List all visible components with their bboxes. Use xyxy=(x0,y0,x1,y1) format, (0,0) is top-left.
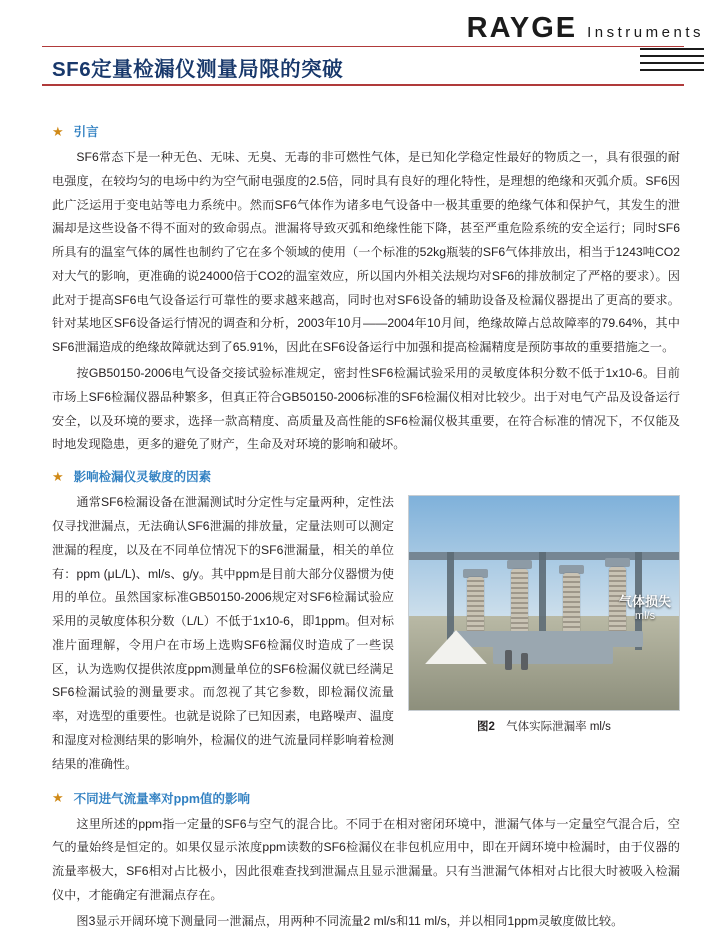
paragraph-flowrate-1: 这里所述的ppm指一定量的SF6与空气的混合比。不同于在相对密闭环境中，泄漏气体与一定量空气混合后，空气的量始终是恒定的。如果仅显示浓度ppm读数的SF6检漏仪在非包机应用中，即在开阔环境中检漏时，由于仪器的流量率极大，SF6相对占比极小，因此很难查找到泄漏点且显示泄漏量。只有当泄漏气体相对占比很大时被吸入检漏仪中，才能确定有泄漏点存在。 xyxy=(52,816,680,902)
section-title-sensitivity: 影响检漏仪灵敏度的因素 xyxy=(73,470,212,485)
photo-insulator xyxy=(467,577,484,633)
section-title-intro: 引言 xyxy=(73,125,99,139)
photo-insulator xyxy=(511,569,528,633)
page-title: SF6定量检漏仪测量局限的突破 xyxy=(52,58,344,81)
section-heading-flowrate xyxy=(52,789,680,807)
paragraph-sensitivity-1: 通常SF6检漏设备在泄漏测试时分定性与定量两种，定性法仅寻找泄漏点，无法确认SF6泄漏的排放量，定量法则可以测定泄漏的程度，以及在不同单位情况下的SF6泄漏量，相关的单位有：ppm (μL/L)、ml/s、g/y。其中ppm是目前大部分仪器惯为使用的单位。虽然国家标准GB50150-2006规定对SF6检漏试验应采用的灵敏度体积分数（L/L）不低于1x10-6，即1ppm。但对标准片面理解，令用户在市场上选购SF6检漏仪时造成了一些误区，认为选购仅提供浓度ppm测量单位的SF6检漏仪就已经满足SF6检漏试验的测量要求。而忽视了其它参数，即检漏仪流量率，对选型的重要性。也就是说除了已知因素，电路噪声、温度和湿度对检测结果的影响外，检漏仪的进气流量同样影响着检测结果的准确性。 xyxy=(52,495,394,771)
figure-caption-text: 气体实际泄漏率 ml/s xyxy=(506,721,611,734)
brand-name: RAYGE xyxy=(466,12,578,44)
section-heading-intro xyxy=(52,122,680,140)
text-figure-split xyxy=(52,491,680,778)
brand-logo-row xyxy=(467,14,704,43)
photo-overlay-label xyxy=(619,594,671,623)
star-icon: ★ xyxy=(52,123,64,139)
title-rule-top xyxy=(42,46,684,47)
paragraph-flowrate-2: 图3显示开阔环境下测量同一泄漏点，用两种不同流量2 ml/s和11 ml/s，并以相同1ppm灵敏度做比较。 xyxy=(76,913,624,928)
figure-caption xyxy=(408,718,680,734)
photo-overlay-line1: 气体损失 xyxy=(618,594,671,610)
document-content xyxy=(52,112,680,935)
brand-logo xyxy=(467,14,704,43)
paragraph-intro-1: SF6常态下是一种无色、无味、无臭、无毒的非可燃性气体，是已知化学稳定性最好的物质之一，具有很强的耐电强度，在较均匀的电场中约为空气耐电强度的2.5倍，同时具有良好的理化特性，是理想的绝缘和灭弧介质。SF6因此广泛运用于变电站等电力系统中。然而SF6气体作为诸多电气设备中一极其重要的绝缘气体和保护气，其发生的泄漏却是这些设备不得不面对的致命弱点。泄漏将导致灭弧和绝缘性能下降，甚至严重危险系统的安全运行；同时SF6所具有的温室气体的属性也制约了它在多个领域的使用（一个标准的52kg瓶装的SF6气体排放出，相当于1243吨CO2对大气的影响，更准确的说24000倍于CO2的温室效应，所以国内外相关法规均对SF6的排放制定了严格的要求）。因此对于提高SF6电气设备运行可靠性的要求越来越高，同时也对SF6设备的辅助设备及检漏仪器提出了更高的要求。针对某地区SF6设备运行情况的调查和分析，2003年10月——2004年10月间，绝缘故障占总故障率的79.64%，其中SF6泄漏造成的绝缘故障就达到了65.91%，因此在SF6设备运行中加强和提高检漏精度是预防事故的重要措施之一。 xyxy=(52,150,680,355)
star-icon: ★ xyxy=(52,468,64,484)
photo-overlay-line2: ml/s xyxy=(634,609,656,622)
substation-photo xyxy=(408,495,680,711)
figure-block xyxy=(408,495,680,734)
photo-insulator-cap xyxy=(605,558,630,567)
figure-caption-label: 图2 xyxy=(477,721,495,734)
title-rule-bottom xyxy=(42,84,684,86)
section-heading-sensitivity xyxy=(52,467,680,485)
section-title-flowrate: 不同进气流量率对ppm值的影响 xyxy=(73,791,251,806)
brand-subtitle: Instruments xyxy=(587,24,704,41)
photo-person xyxy=(521,653,528,670)
photo-insulator-cap xyxy=(507,560,532,569)
photo-person xyxy=(505,650,512,670)
photo-insulator xyxy=(563,573,580,633)
star-icon: ★ xyxy=(52,790,64,806)
paragraph-intro-2: 按GB50150-2006电气设备交接试验标准规定，密封性SF6检漏试验采用的灵敏度体积分数不低于1x10-6。目前市场上SF6检漏仪器品种繁多，但真正符合GB50150-2006标准的SF6检漏仪相对比较少。出于对电气产品及设备运行安全，以及环境的要求，选择一款高精度、高质量及高性能的SF6检漏仪极其重要，在符合标准的情况下，不仅能及时地发现隐患，更多的避免了财产，生命及对环境的影响和破坏。 xyxy=(52,366,680,452)
logo-bars-icon xyxy=(640,48,704,76)
